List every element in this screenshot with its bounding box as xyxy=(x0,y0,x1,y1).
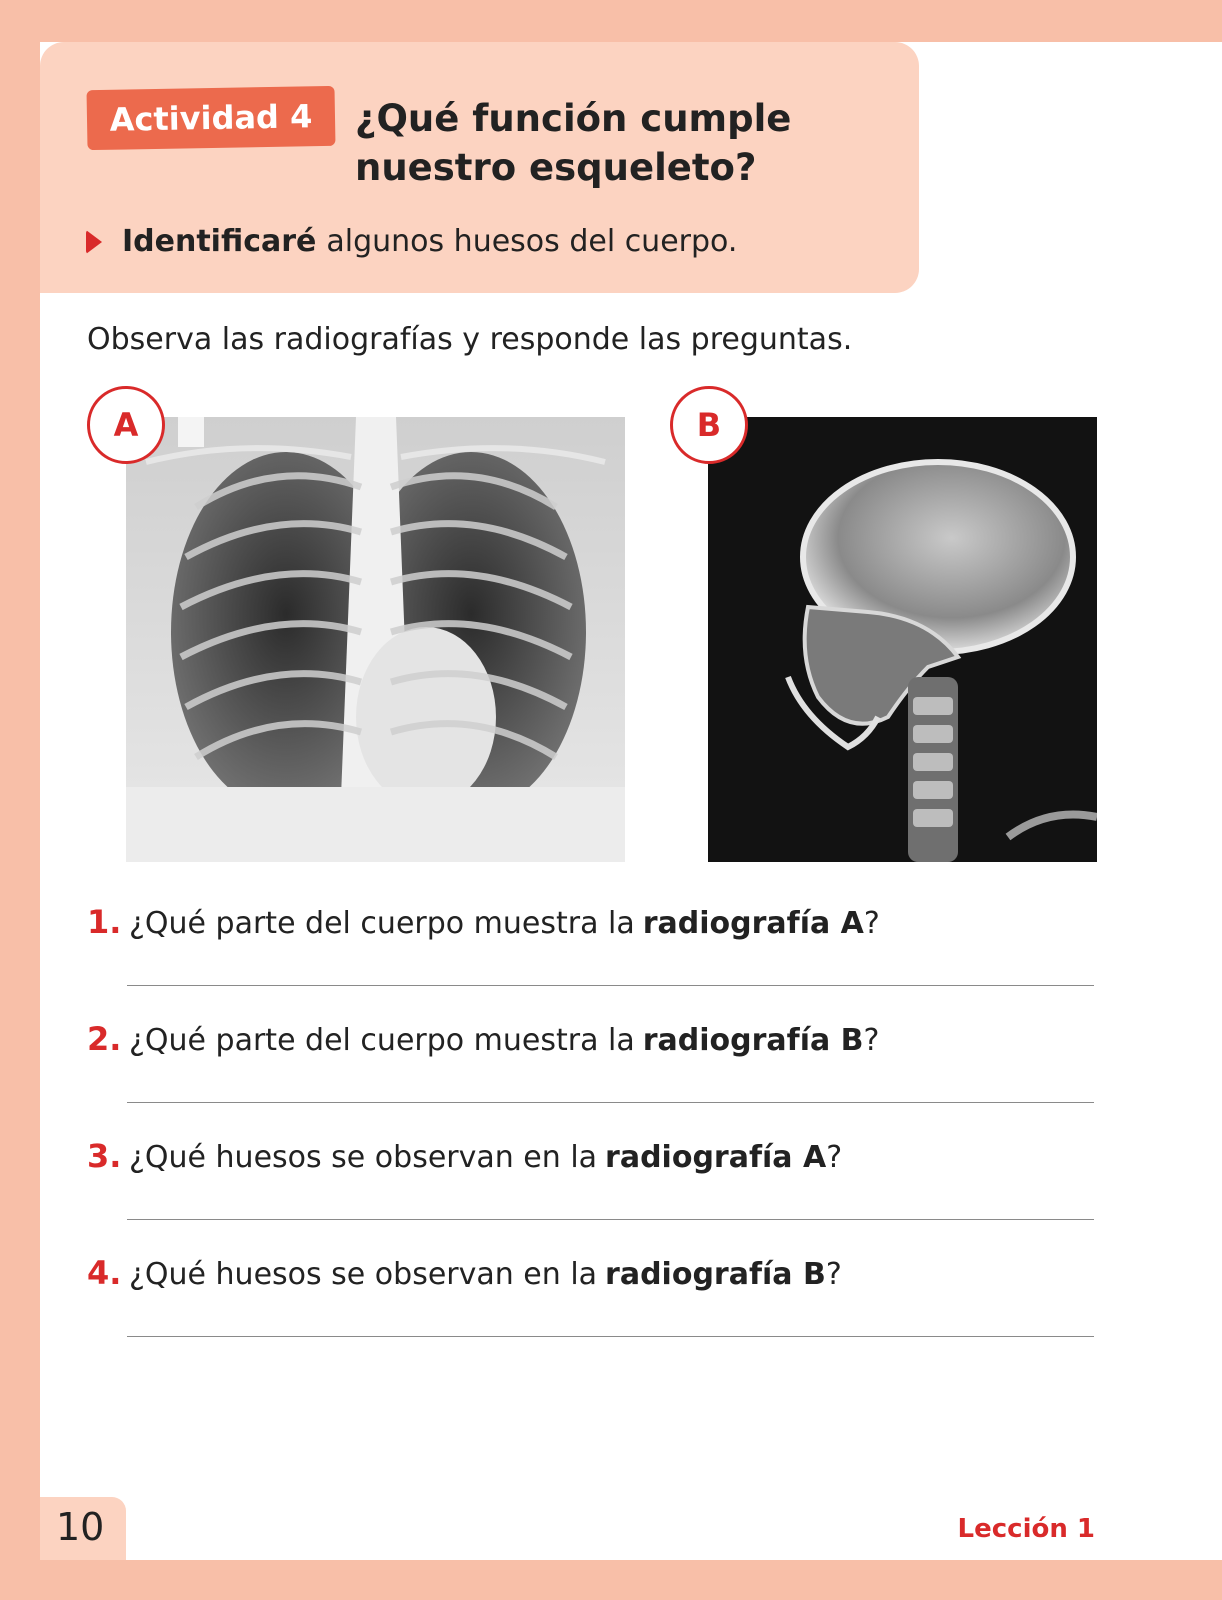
question-number: 2. xyxy=(87,1020,122,1058)
question-text: ¿Qué parte del cuerpo muestra la xyxy=(129,1023,635,1058)
question-4 xyxy=(87,1254,842,1292)
question-bold: radiografía B xyxy=(642,1023,864,1058)
lesson-label: Lección 1 xyxy=(957,1514,1095,1544)
answer-line-4[interactable] xyxy=(127,1336,1094,1337)
objective-verb: Identificaré xyxy=(122,224,317,259)
instruction: Observa las radiografías y responde las preguntas. xyxy=(87,322,853,357)
skull-xray-illustration xyxy=(708,417,1097,862)
xray-image-b xyxy=(708,417,1097,862)
question-number: 4. xyxy=(87,1254,122,1292)
question-bold: radiografía B xyxy=(605,1257,826,1292)
question-text: ¿Qué parte del cuerpo muestra la xyxy=(129,906,635,941)
answer-line-2[interactable] xyxy=(127,1102,1094,1103)
learning-objective xyxy=(86,224,737,259)
question-number: 1. xyxy=(87,903,122,941)
question-1 xyxy=(87,903,880,941)
question-text: ¿Qué huesos se observan en la xyxy=(129,1140,598,1175)
objective-text: algunos huesos del cuerpo. xyxy=(326,224,738,259)
question-number: 3. xyxy=(87,1137,122,1175)
question-end: ? xyxy=(826,1140,843,1175)
question-bold: radiografía A xyxy=(605,1140,827,1175)
image-label-a: A xyxy=(87,386,165,464)
page-number: 10 xyxy=(56,1505,105,1549)
question-text: ¿Qué huesos se observan en la xyxy=(129,1257,598,1292)
question-end: ? xyxy=(863,1023,880,1058)
image-label-b: B xyxy=(670,386,748,464)
xray-image-a xyxy=(126,417,625,862)
question-bold: radiografía A xyxy=(642,906,864,941)
answer-line-3[interactable] xyxy=(127,1219,1094,1220)
question-2 xyxy=(87,1020,879,1058)
question-end: ? xyxy=(863,906,880,941)
chest-xray-illustration xyxy=(126,417,625,862)
arrow-bullet-icon xyxy=(86,230,102,254)
page-title: ¿Qué función cumple nuestro esqueleto? xyxy=(355,97,792,189)
question-end: ? xyxy=(825,1257,842,1292)
activity-badge: Actividad 4 xyxy=(86,86,335,150)
answer-line-1[interactable] xyxy=(127,985,1094,986)
question-3 xyxy=(87,1137,842,1175)
